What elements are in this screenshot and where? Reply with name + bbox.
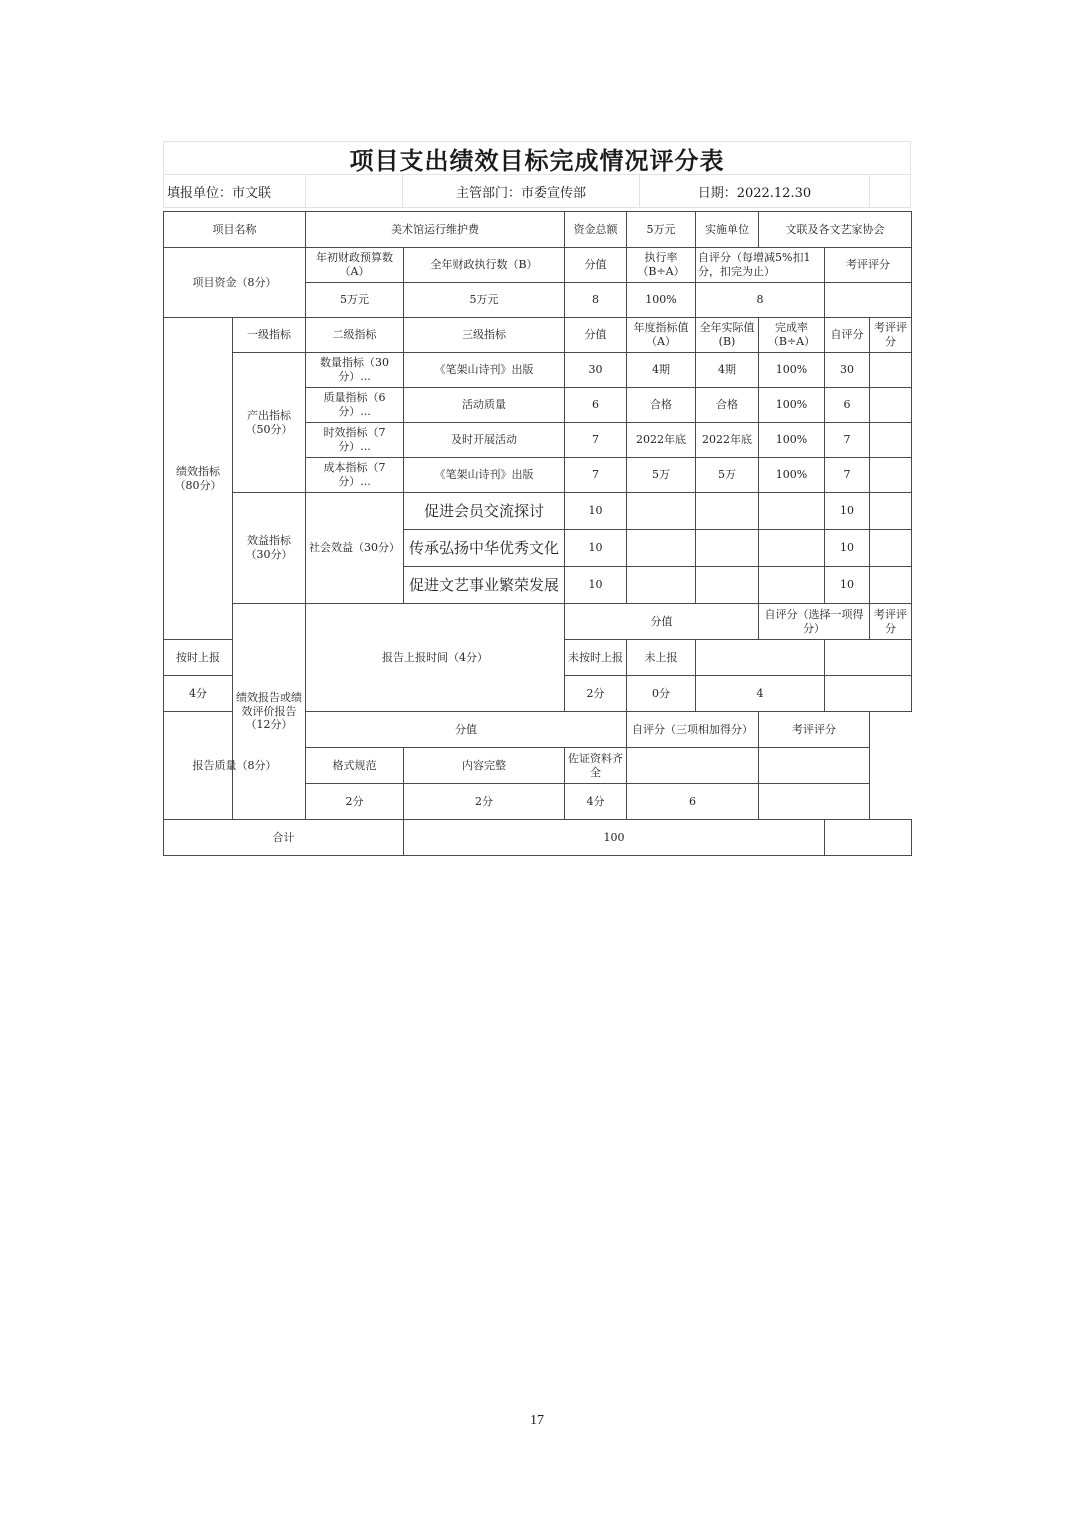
output-score: 7 [565, 423, 627, 458]
benefit-l3: 传承弘扬中华优秀文化 [404, 530, 565, 567]
output-l2: 时效指标（7分）... [306, 423, 404, 458]
time-points: 4分 [164, 676, 233, 712]
output-l3: 《笔架山诗刊》出版 [404, 353, 565, 388]
report-quality-review-label: 考评评分 [759, 712, 870, 748]
score-table [163, 211, 912, 856]
project-row [164, 212, 912, 248]
output-review [870, 458, 912, 493]
funds-label: 项目资金（8分） [164, 248, 306, 318]
output-target: 5万 [627, 458, 696, 493]
output-self: 7 [825, 458, 870, 493]
output-rate: 100% [759, 423, 825, 458]
project-name-label: 项目名称 [164, 212, 306, 248]
benefit-self: 10 [825, 493, 870, 530]
project-name-value: 美术馆运行维护费 [306, 212, 565, 248]
perf-rate-header: 完成率（B÷A） [759, 318, 825, 353]
benefit-score: 10 [565, 493, 627, 530]
output-actual: 合格 [696, 388, 759, 423]
report-time-score-label: 分值 [565, 604, 759, 640]
info-blank-end [870, 175, 910, 207]
report-time-label: 报告上报时间（4分） [306, 604, 565, 712]
output-l3: 活动质量 [404, 388, 565, 423]
perf-actual-header: 全年实际值(B) [696, 318, 759, 353]
funds-review-value [825, 283, 912, 318]
output-actual: 5万 [696, 458, 759, 493]
perf-self-header: 自评分 [825, 318, 870, 353]
report-label: 绩效报告或绩效评价报告（12分） [233, 604, 306, 820]
output-l2: 成本指标（7分）... [306, 458, 404, 493]
output-self: 30 [825, 353, 870, 388]
funds-budget-header: 年初财政预算数（A） [306, 248, 404, 283]
output-l3: 《笔架山诗刊》出版 [404, 458, 565, 493]
output-l3: 及时开展活动 [404, 423, 565, 458]
output-actual: 2022年底 [696, 423, 759, 458]
benefit-l3: 促进文艺事业繁荣发展 [404, 567, 565, 604]
perf-l3-header: 三级指标 [404, 318, 565, 353]
time-option: 未上报 [627, 640, 696, 676]
perf-header-row [164, 318, 912, 353]
benefit-self: 10 [825, 530, 870, 567]
benefit-l3: 促进会员交流探讨 [404, 493, 565, 530]
time-option: 按时上报 [164, 640, 233, 676]
info-bar [163, 174, 911, 208]
perf-l1-header: 一级指标 [233, 318, 306, 353]
report-quality-self-label: 自评分（三项相加得分） [627, 712, 759, 748]
funds-self-value: 8 [696, 283, 825, 318]
perf-review-header: 考评评分 [870, 318, 912, 353]
total-funds-label: 资金总额 [565, 212, 627, 248]
perf-label: 绩效指标（80分） [164, 318, 233, 640]
output-actual: 4期 [696, 353, 759, 388]
total-row [164, 820, 912, 856]
funds-rate-value: 100% [627, 283, 696, 318]
benefit-review [870, 493, 912, 530]
benefit-review [870, 530, 912, 567]
output-l2: 数量指标（30分）... [306, 353, 404, 388]
table-row [164, 353, 912, 388]
report-time-self-label: 自评分（选择一项得分） [759, 604, 870, 640]
output-target: 2022年底 [627, 423, 696, 458]
social-benefit-label: 社会效益（30分） [306, 493, 404, 604]
table-row [164, 493, 912, 530]
page-number: 17 [530, 1413, 544, 1428]
quality-option: 格式规范 [306, 748, 404, 784]
output-rate: 100% [759, 353, 825, 388]
output-self: 6 [825, 388, 870, 423]
info-blank [306, 175, 404, 207]
time-option: 未按时上报 [565, 640, 627, 676]
perf-target-header: 年度指标值（A） [627, 318, 696, 353]
funds-exec-header: 全年财政执行数（B） [404, 248, 565, 283]
total-review [825, 820, 912, 856]
report-time-review-label: 考评评分 [870, 604, 912, 640]
funds-header-row [164, 248, 912, 283]
output-target: 4期 [627, 353, 696, 388]
report-quality-label: 报告质量（8分） [164, 712, 306, 820]
funds-exec-value: 5万元 [404, 283, 565, 318]
benefit-score: 10 [565, 530, 627, 567]
total-funds-value: 5万元 [627, 212, 696, 248]
report-time-self: 4 [696, 676, 825, 712]
fill-unit: 填报单位：市文联 [164, 175, 306, 207]
funds-rate-header: 执行率（B÷A） [627, 248, 696, 283]
output-score: 7 [565, 458, 627, 493]
output-self: 7 [825, 423, 870, 458]
funds-budget-value: 5万元 [306, 283, 404, 318]
quality-points: 2分 [306, 784, 404, 820]
impl-unit-value: 文联及各文艺家协会 [759, 212, 912, 248]
output-target: 合格 [627, 388, 696, 423]
quality-points: 4分 [565, 784, 627, 820]
output-review [870, 388, 912, 423]
score-sheet [163, 141, 911, 856]
total-value: 100 [404, 820, 825, 856]
funds-self-header: 自评分（每增减5%扣1分，扣完为止） [696, 248, 825, 283]
output-rate: 100% [759, 388, 825, 423]
output-score: 30 [565, 353, 627, 388]
output-label: 产出指标（50分） [233, 353, 306, 493]
output-rate: 100% [759, 458, 825, 493]
report-quality-self: 6 [627, 784, 759, 820]
output-review [870, 423, 912, 458]
output-score: 6 [565, 388, 627, 423]
output-l2: 质量指标（6分）... [306, 388, 404, 423]
perf-l2-header: 二级指标 [306, 318, 404, 353]
output-review [870, 353, 912, 388]
total-label: 合计 [164, 820, 404, 856]
benefit-self: 10 [825, 567, 870, 604]
funds-review-header: 考评评分 [825, 248, 912, 283]
funds-score-header: 分值 [565, 248, 627, 283]
perf-score-header: 分值 [565, 318, 627, 353]
quality-option: 佐证资料齐全 [565, 748, 627, 784]
benefit-label: 效益指标（30分） [233, 493, 306, 604]
time-points: 2分 [565, 676, 627, 712]
benefit-review [870, 567, 912, 604]
time-points: 0分 [627, 676, 696, 712]
supervising-dept: 主管部门：市委宣传部 [403, 175, 639, 207]
report-date: 日期：2022.12.30 [640, 175, 870, 207]
sheet-title: 项目支出绩效目标完成情况评分表 [163, 141, 911, 174]
benefit-score: 10 [565, 567, 627, 604]
impl-unit-label: 实施单位 [696, 212, 759, 248]
report-time-header-row [164, 604, 912, 640]
report-quality-score-label: 分值 [306, 712, 627, 748]
quality-points: 2分 [404, 784, 565, 820]
funds-score-value: 8 [565, 283, 627, 318]
quality-option: 内容完整 [404, 748, 565, 784]
